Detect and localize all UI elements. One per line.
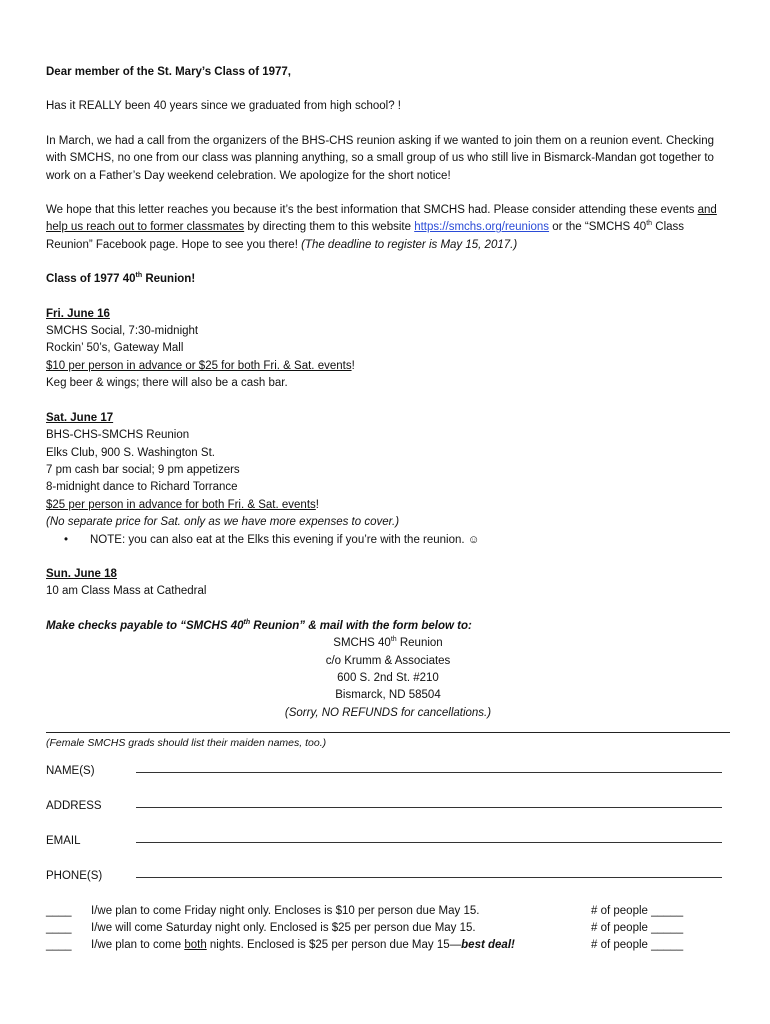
- email-field[interactable]: [136, 833, 722, 843]
- friday-line: SMCHS Social, 7:30-midnight: [46, 325, 199, 338]
- saturday-italic-note: (No separate price for Sat. only as we have more expenses to cover.): [46, 516, 400, 529]
- sunday-line: 10 am Class Mass at Cathedral: [46, 585, 207, 598]
- name-field-row: [46, 763, 730, 798]
- opening-line: Has it REALLY been 40 years since we graduated from high school? !: [46, 100, 402, 113]
- friday-note: Keg beer & wings; there will also be a cash bar.: [46, 377, 288, 390]
- saturday-line: BHS-CHS-SMCHS Reunion: [46, 429, 190, 442]
- reunion-website-link[interactable]: https://smchs.org/reunions: [414, 221, 550, 234]
- address-field-row: [46, 798, 730, 833]
- checks-section: [46, 618, 730, 722]
- phone-field-row: [46, 868, 730, 903]
- registration-form: [46, 735, 730, 953]
- friday-heading: Fri. June 16: [46, 307, 110, 320]
- refund-note: (Sorry, NO REFUNDS for cancellations.): [284, 706, 492, 719]
- address-field[interactable]: [136, 798, 722, 808]
- bullet-icon: •: [64, 533, 69, 546]
- address-label: ADDRESS: [46, 799, 102, 812]
- friday-price: $10 per person in advance or $25 for both Fri. & Sat. events!: [46, 359, 355, 372]
- mail-address-line: Bismarck, ND 58504: [335, 689, 441, 702]
- option-friday: ____ I/we plan to come Friday night only. Encloses is $10 per person due May 15. # of people _____: [46, 903, 730, 920]
- paragraph-hope: We hope that this letter reaches you because it’s the best information that SMCHS had. Please consider attending these events and help us reach out to former classmates by directing them to this website https://smchs.org/reunions or the “SMCHS 40th Class Reunion” Facebook page. Hope to see you there! (The deadline to register is May 15, 2017.): [46, 204, 717, 251]
- saturday-section: [46, 410, 730, 549]
- saturday-line: 8-midnight dance to Richard Torrance: [46, 481, 238, 494]
- people-count-field[interactable]: # of people _____: [591, 938, 684, 951]
- phone-field[interactable]: [136, 868, 722, 878]
- option-checkbox[interactable]: ____: [46, 904, 72, 917]
- saturday-heading: Sat. June 17: [46, 411, 114, 424]
- deadline-note: (The deadline to register is May 15, 2017.): [301, 238, 518, 251]
- checks-heading: Make checks payable to “SMCHS 40th Reunion” & mail with the form below to:: [46, 618, 472, 632]
- letter: [46, 64, 730, 954]
- form-divider: [46, 732, 730, 733]
- friday-line: Rockin’ 50’s, Gateway Mall: [46, 342, 184, 355]
- name-field[interactable]: [136, 763, 722, 773]
- reunion-heading: Class of 1977 40th Reunion!: [46, 272, 196, 286]
- friday-section: [46, 306, 730, 393]
- maiden-name-note: (Female SMCHS grads should list their maiden names, too.): [46, 737, 327, 750]
- people-count-field[interactable]: # of people _____: [591, 904, 684, 917]
- email-field-row: [46, 833, 730, 868]
- option-checkbox[interactable]: ____: [46, 921, 72, 934]
- sunday-heading: Sun. June 18: [46, 567, 117, 580]
- saturday-bullet: • NOTE: you can also eat at the Elks this evening if you’re with the reunion. ☺: [46, 532, 730, 549]
- saturday-line: Elks Club, 900 S. Washington St.: [46, 446, 215, 459]
- mail-address-line: c/o Krumm & Associates: [325, 654, 451, 667]
- sunday-section: [46, 566, 730, 601]
- option-both-nights: ____ I/we plan to come both nights. Enclosed is $25 per person due May 15—best deal! # of people _____: [46, 937, 730, 954]
- mail-address-line: SMCHS 40th Reunion: [333, 636, 443, 650]
- salutation: Dear member of the St. Mary’s Class of 1977,: [46, 66, 292, 78]
- option-checkbox[interactable]: ____: [46, 938, 72, 951]
- paragraph-march: In March, we had a call from the organizers of the BHS-CHS reunion asking if we wanted to join them on a reunion event. Checking with SMCHS, no one from our class was planning anything, so a small group of us who still live in Bismarck-Mandan got together to work on a Father’s Day weekend celebration. We apologize for the short notice!: [46, 134, 714, 182]
- email-label: EMAIL: [46, 834, 81, 847]
- saturday-price: $25 per person in advance for both Fri. & Sat. events!: [46, 498, 319, 511]
- mail-address-line: 600 S. 2nd St. #210: [337, 671, 439, 684]
- people-count-field[interactable]: # of people _____: [591, 921, 684, 934]
- phone-label: PHONE(S): [46, 869, 103, 882]
- saturday-line: 7 pm cash bar social; 9 pm appetizers: [46, 463, 240, 476]
- option-saturday: ____ I/we will come Saturday night only. Enclosed is $25 per person due May 15. # of people _____: [46, 920, 730, 937]
- name-label: NAME(S): [46, 764, 95, 777]
